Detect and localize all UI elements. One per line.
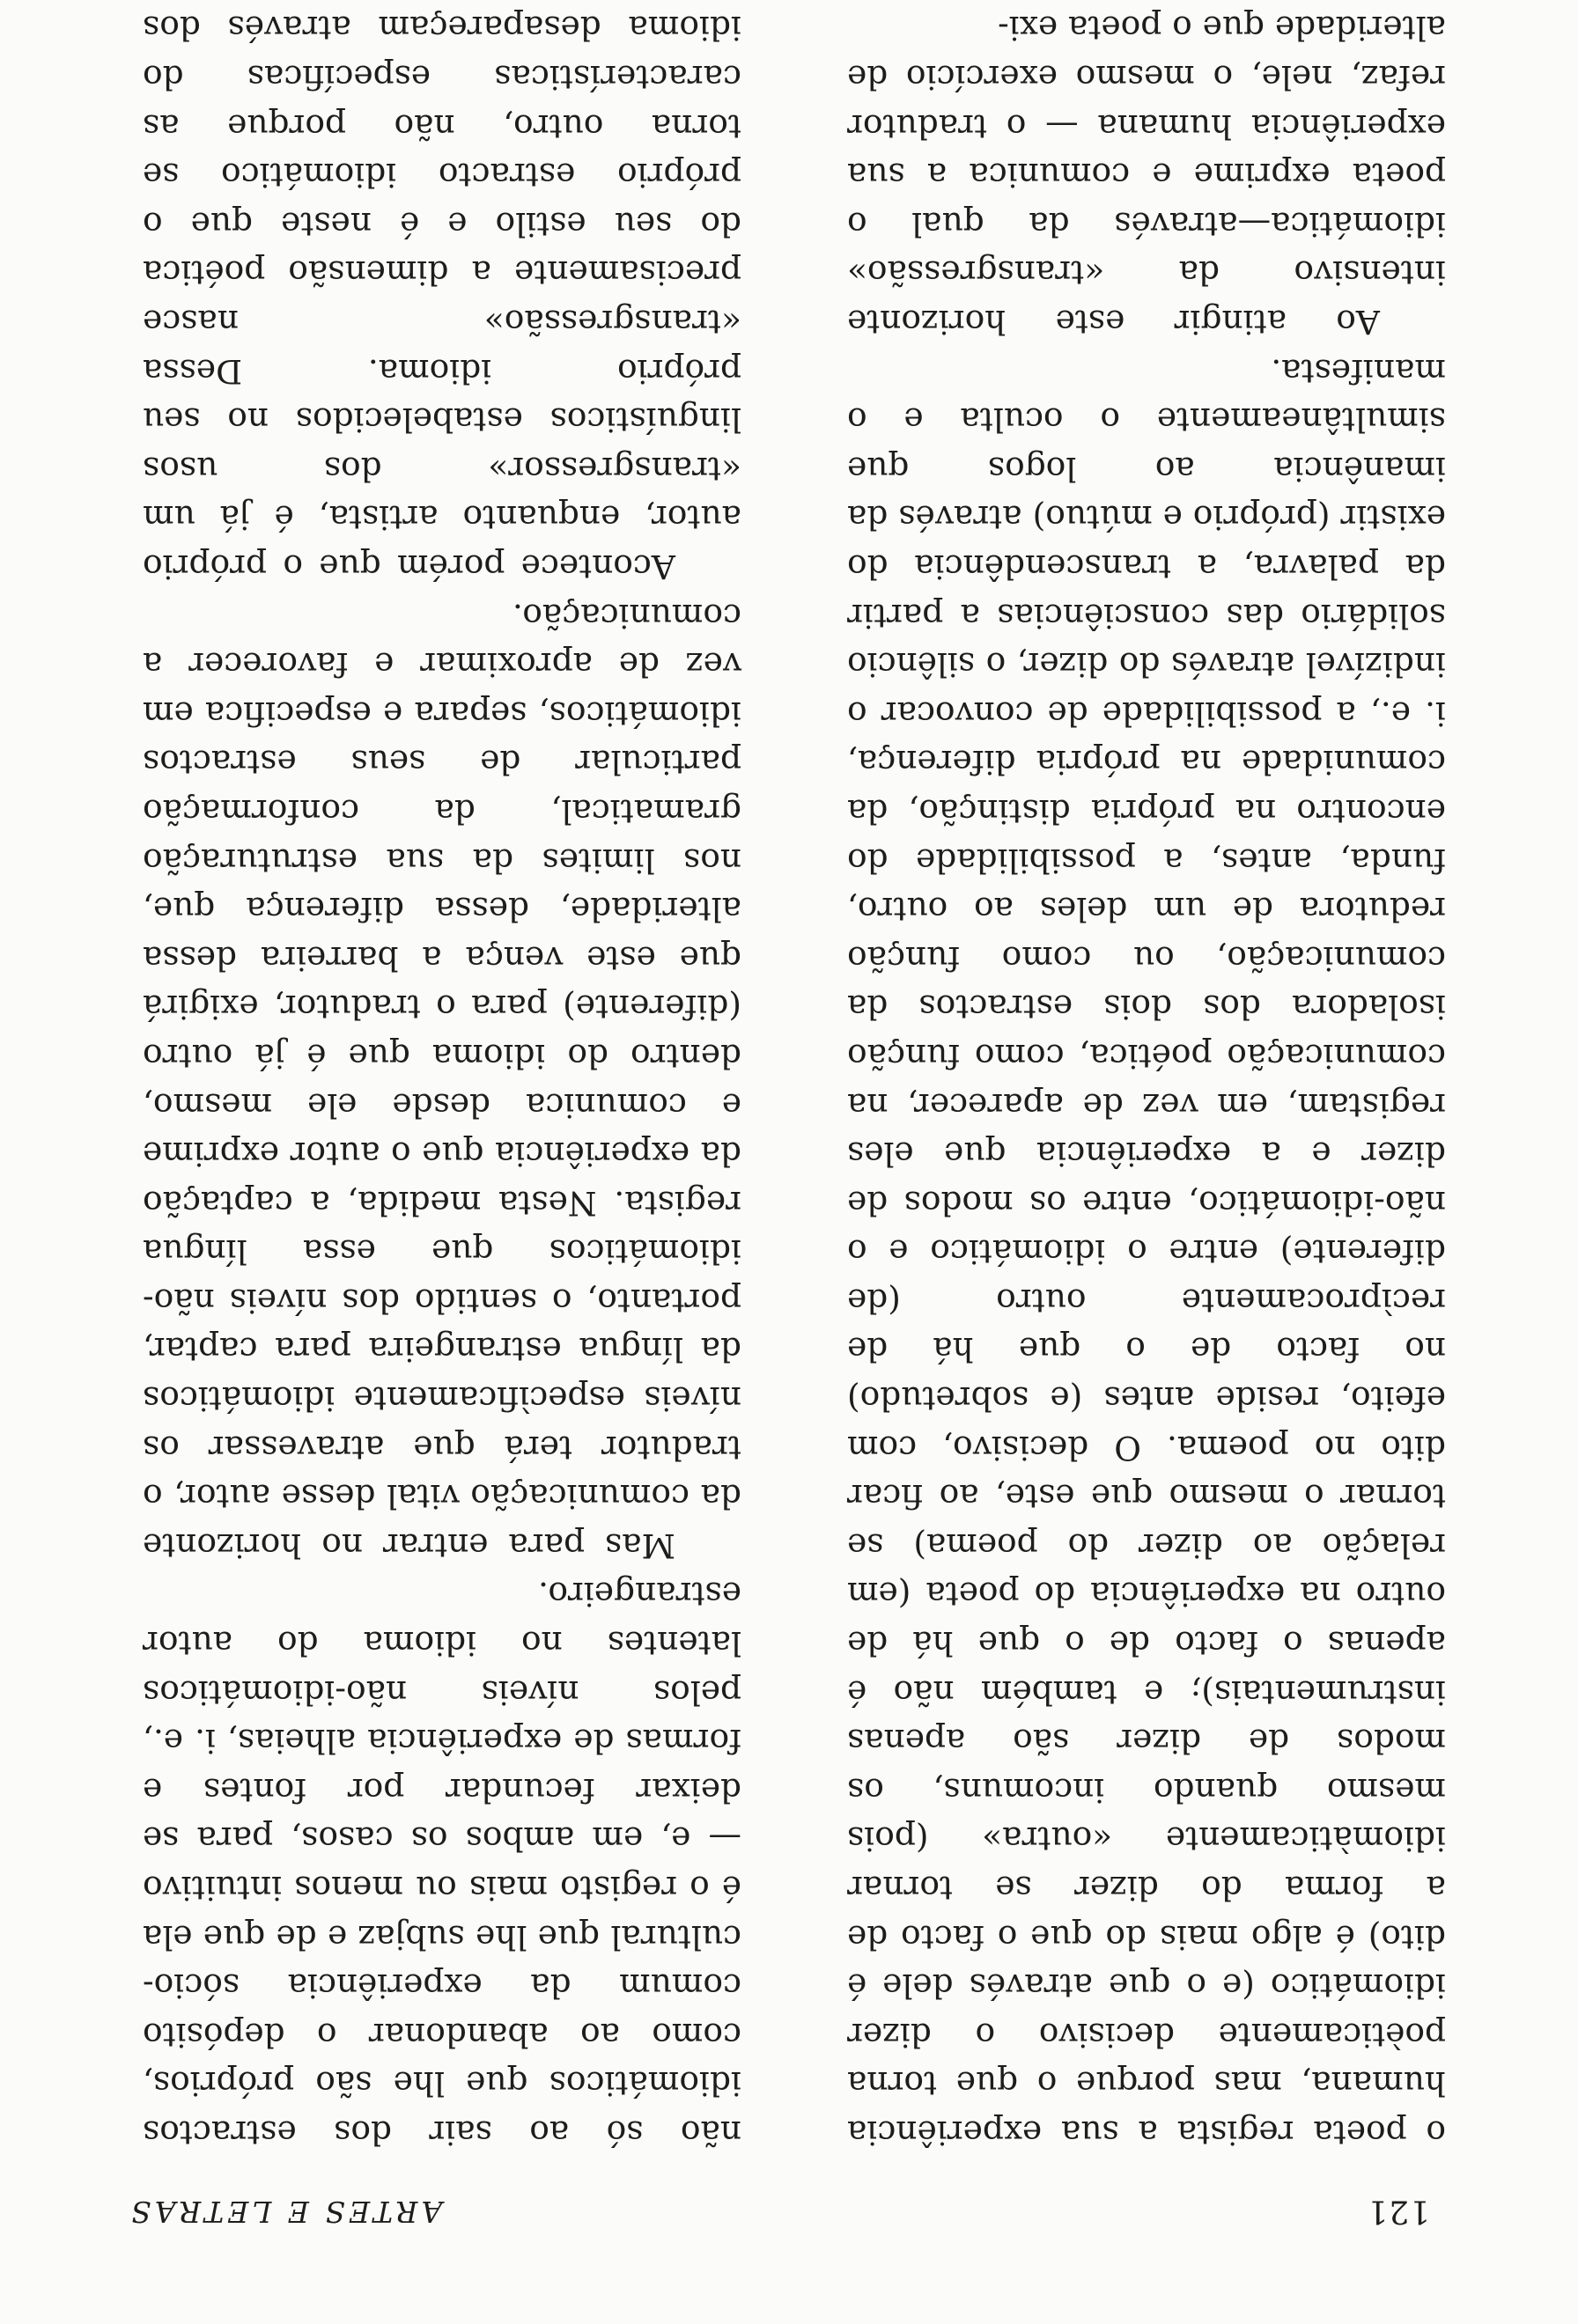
left-paragraph-1: o poeta regista a sua experiência humana, mas porque o que torna poèticamente decisivo o dizer idiomático (e o que através dele é dito) é algo mais do que o facto de a forma do dizer se tornar idiomàticamente «outra» (pois mesmo quando incomuns, os modos de dizer são apenas instrumentais); e também não é apenas o facto de o que há de outro na experiência do poeta (em relação ao dizer do poema) se tornar o mesmo que este, ao ficar dito no poema. O decisivo, com efeito, reside antes (e sobretudo) no facto de o que há de recìprocamente outro (de diferente) entre o idiomático e o não-idiomático, entre os modos de dizer e a experiência que eles registam, em vez de aparecer, na comunicação poética, como função isoladora dos dois estractos da comunicação, ou como função redutora de um deles ao outro, funda, antes, a possibilidade do encontro na própria distinção, da comunidade na própria diferença, i. e., a possibilidade de convocar o indizível através do dizer, o silêncio solidário das consciências a partir da palavra, a transcendência do existir (próprio e mútuo) através da imanência ao logos que simultâneamente o oculta e o manifesta.	[847, 351, 1446, 2152]
left-paragraph-2: Ao atingir este horizonte intensivo da «transgressão» idiomática—através da qual o poeta exprime e comunica a sua experiência humana — o tradutor refaz, nele, o mesmo exercício de alteridade que o poeta exi-	[847, 9, 1446, 342]
right-paragraph-2: Mas para entrar no horizonte da comunicação vital desse autor, o tradutor terá que atravessar os níveis especìficamente idiomáticos da língua estrangeira para captar, portanto, o sentido dos níveis não-idiomáticos que essa língua regista. Nesta medida, a captação da experiência que o autor exprime e comunica desde ele mesmo, dentro do idioma que é já outro (diferente) para o tradutor, exigirá que este vença a barreira dessa alteridade, dessa diferença que, nos limites da sua estruturação gramatical, da conformação particular de seus estractos idiomáticos, separa e especifica em vez de aproximar e favorecer a comunicação.	[143, 596, 741, 1565]
right-paragraph-1: não só ao sair dos estractos idiomáticos que lhe são próprios, como ao abandonar o depósito comum da experiência sócio-cultural que lhe subjaz e de que ela é o registo mais ou menos intuitivo — e, em ambos os casos, para se deixar fecundar por fontes e formas de experiência alheias, i. e., pelos níveis não-idiomáticos latentes no idioma do autor estrangeiro.	[143, 1575, 741, 2152]
left-column	[847, 4, 1446, 2157]
page-number: 121	[1367, 2193, 1430, 2229]
running-head	[0, 2176, 1578, 2229]
running-title: ARTES E LETRAS	[128, 2195, 443, 2229]
right-column	[143, 0, 741, 2157]
right-paragraph-3: Acontece porém que o próprio autor, enquanto artista, é já um «transgressor» dos usos linguísticos estabelecidos no seu próprio idioma. Dessa «transgressão» nasce precisamente a dimensão poética do seu estilo e é neste que o próprio estracto idiomático se torna outro, não porque as características específicas do idioma desapareçam através dos	[143, 9, 741, 586]
